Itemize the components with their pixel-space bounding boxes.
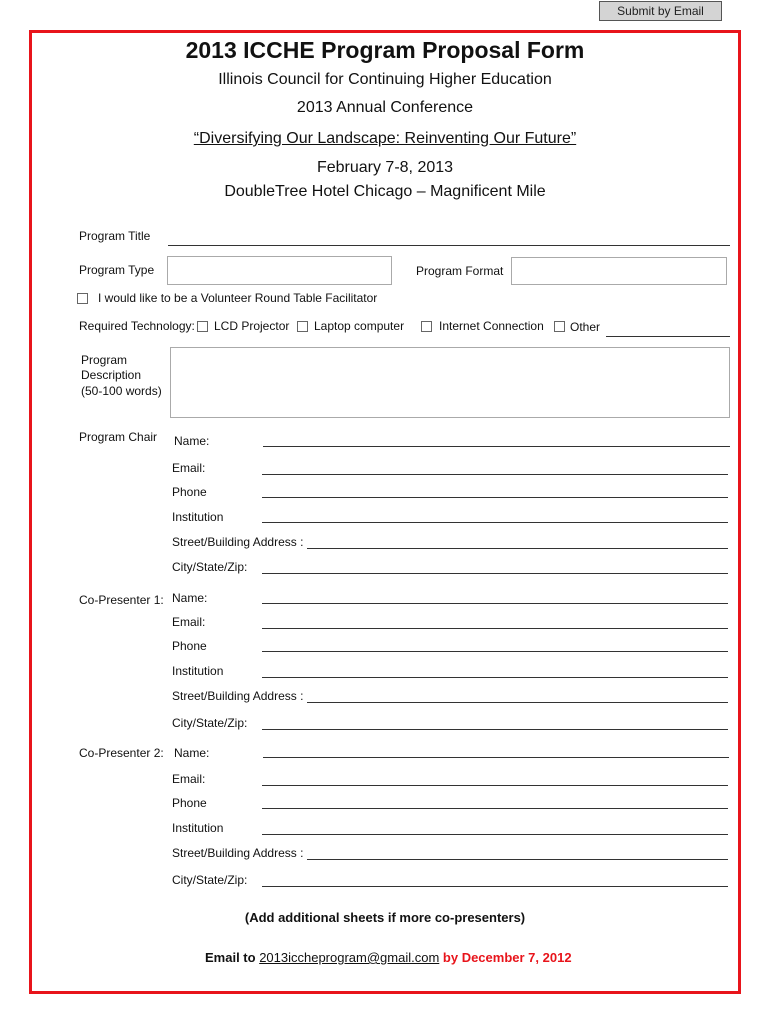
form-title: 2013 ICCHE Program Proposal Form <box>185 37 585 63</box>
co1-email-label: Email: <box>172 615 206 629</box>
email-instruction <box>205 950 572 965</box>
email-address-link[interactable]: 2013iccheprogram@gmail.com <box>259 950 440 965</box>
conference-name: 2013 Annual Conference <box>296 99 474 116</box>
internet-connection-checkbox[interactable] <box>421 321 432 332</box>
required-technology-label: Required Technology: <box>79 319 195 333</box>
program-type-input[interactable] <box>167 256 392 285</box>
co2-email-input[interactable] <box>262 785 728 786</box>
chair-name-label: Name: <box>174 434 210 448</box>
program-description-textarea[interactable] <box>170 347 730 418</box>
chair-phone-label: Phone <box>172 485 207 499</box>
chair-email-input[interactable] <box>262 474 728 475</box>
organization-name: Illinois Council for Continuing Higher Education <box>218 71 552 88</box>
chair-institution-input[interactable] <box>262 522 728 523</box>
program-chair-label: Program Chair <box>79 430 158 444</box>
co2-street-label: Street/Building Address : <box>172 846 304 860</box>
volunteer-label: I would like to be a Volunteer Round Table Facilitator <box>98 291 378 305</box>
conference-theme: “Diversifying Our Landscape: Reinventing Our Future” <box>193 130 577 147</box>
chair-city-label: City/State/Zip: <box>172 560 248 574</box>
conference-venue: DoubleTree Hotel Chicago – Magnificent Mile <box>224 183 546 200</box>
program-format-label: Program Format <box>416 264 504 278</box>
co1-street-label: Street/Building Address : <box>172 689 304 703</box>
co2-city-input[interactable] <box>262 886 728 887</box>
program-title-label: Program Title <box>79 229 151 243</box>
other-label: Other <box>570 320 601 334</box>
co1-name-input[interactable] <box>262 603 728 604</box>
co1-city-label: City/State/Zip: <box>172 716 248 730</box>
co2-phone-label: Phone <box>172 796 207 810</box>
chair-name-input[interactable] <box>263 446 730 447</box>
chair-email-label: Email: <box>172 461 206 475</box>
program-format-input[interactable] <box>511 257 727 285</box>
description-label-2: Description <box>81 368 142 382</box>
email-prefix: Email to <box>205 950 260 965</box>
co1-phone-label: Phone <box>172 639 207 653</box>
co1-city-input[interactable] <box>262 729 728 730</box>
co2-city-label: City/State/Zip: <box>172 873 248 887</box>
lcd-projector-label: LCD Projector <box>214 319 290 333</box>
chair-city-input[interactable] <box>262 573 728 574</box>
co2-institution-label: Institution <box>172 821 224 835</box>
co2-name-label: Name: <box>174 746 210 760</box>
conference-dates: February 7-8, 2013 <box>316 159 454 176</box>
co2-name-input[interactable] <box>263 757 729 758</box>
internet-connection-label: Internet Connection <box>439 319 544 333</box>
program-title-input[interactable] <box>168 245 730 246</box>
chair-phone-input[interactable] <box>262 497 728 498</box>
co2-email-label: Email: <box>172 772 206 786</box>
chair-institution-label: Institution <box>172 510 224 524</box>
other-input[interactable] <box>606 336 730 337</box>
chair-street-input[interactable] <box>307 548 728 549</box>
volunteer-checkbox[interactable] <box>77 293 88 304</box>
co1-name-label: Name: <box>172 591 208 605</box>
additional-sheets-note: (Add additional sheets if more co-presenters) <box>244 910 526 925</box>
description-label-1: Program <box>81 353 128 367</box>
laptop-computer-checkbox[interactable] <box>297 321 308 332</box>
program-type-label: Program Type <box>79 263 155 277</box>
chair-street-label: Street/Building Address : <box>172 535 304 549</box>
co1-institution-label: Institution <box>172 664 224 678</box>
co1-street-input[interactable] <box>307 702 728 703</box>
co-presenter-2-label: Co-Presenter 2: <box>79 746 164 760</box>
co1-institution-input[interactable] <box>262 677 728 678</box>
laptop-computer-label: Laptop computer <box>314 319 405 333</box>
description-label-3: (50-100 words) <box>81 384 162 398</box>
submit-by-email-button[interactable]: Submit by Email <box>599 1 722 21</box>
co1-email-input[interactable] <box>262 628 728 629</box>
lcd-projector-checkbox[interactable] <box>197 321 208 332</box>
co2-street-input[interactable] <box>307 859 728 860</box>
co2-institution-input[interactable] <box>262 834 728 835</box>
co-presenter-1-label: Co-Presenter 1: <box>79 593 164 607</box>
other-checkbox[interactable] <box>554 321 565 332</box>
co1-phone-input[interactable] <box>262 651 728 652</box>
co2-phone-input[interactable] <box>262 808 728 809</box>
deadline-text: by December 7, 2012 <box>439 950 572 965</box>
